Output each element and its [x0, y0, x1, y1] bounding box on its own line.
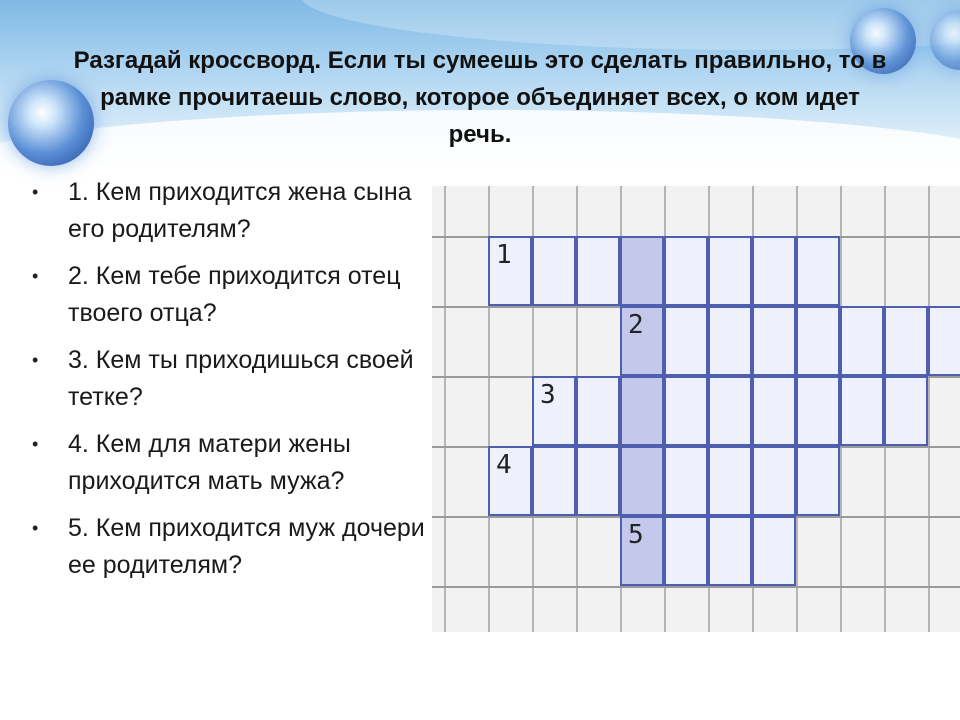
crossword-cell: [796, 236, 840, 306]
question-2: [28, 258, 428, 332]
crossword-cell: [752, 516, 796, 586]
crossword-cell: [620, 306, 664, 376]
crossword-cell: [752, 236, 796, 306]
crossword-cell: [620, 236, 664, 306]
question-text: 3. Кем ты приходишься своей тетке?: [68, 346, 414, 411]
crossword-cell: [488, 236, 532, 306]
question-3: [28, 342, 428, 416]
bullet-icon: •: [32, 266, 39, 286]
crossword-cell: [620, 516, 664, 586]
clue-number: 3: [540, 380, 556, 410]
crossword-cell: [752, 376, 796, 446]
crossword-cell: [708, 376, 752, 446]
question-text: 4. Кем для матери жены приходится мать мужа?: [68, 430, 351, 495]
question-4: [28, 426, 428, 500]
slide-title: Разгадай кроссворд. Если ты сумеешь это сделать правильно, то в рамке прочитаешь слово, которое объединяет всех, о ком идет речь.: [73, 47, 887, 148]
crossword-cell: [796, 306, 840, 376]
crossword-cell: [664, 516, 708, 586]
clue-number: 2: [628, 310, 644, 340]
clue-number: 4: [496, 450, 512, 480]
crossword-cell: [664, 236, 708, 306]
question-text: 1. Кем приходится жена сына его родителям?: [68, 178, 412, 243]
crossword-cell: [708, 446, 752, 516]
question-1: [28, 174, 428, 248]
crossword-cell: [796, 376, 840, 446]
crossword-cell: [664, 376, 708, 446]
clue-number: 1: [496, 240, 512, 270]
crossword-cell: [884, 306, 928, 376]
crossword-cell: [708, 516, 752, 586]
crossword-cell: [664, 446, 708, 516]
question-list: [28, 174, 428, 594]
crossword-cell: [796, 446, 840, 516]
crossword-cell: [840, 376, 884, 446]
crossword-cell: [620, 376, 664, 446]
clue-number: 5: [628, 520, 644, 550]
bullet-icon: •: [32, 434, 39, 454]
crossword-cell: [620, 446, 664, 516]
crossword-grid: [432, 186, 960, 632]
bullet-icon: •: [32, 350, 39, 370]
question-5: [28, 510, 428, 584]
crossword-cell: [884, 376, 928, 446]
crossword-cell: [664, 306, 708, 376]
bullet-icon: •: [32, 182, 39, 202]
bullet-icon: •: [32, 518, 39, 538]
crossword-cell: [576, 236, 620, 306]
crossword-cell: [532, 376, 576, 446]
crossword-cell: [532, 446, 576, 516]
crossword-cell: [576, 446, 620, 516]
crossword-cell: [752, 446, 796, 516]
crossword-cell: [532, 236, 576, 306]
crossword-cell: [708, 306, 752, 376]
crossword-cell: [488, 446, 532, 516]
question-text: 2. Кем тебе приходится отец твоего отца?: [68, 262, 401, 327]
crossword-cell: [708, 236, 752, 306]
crossword-cell: [840, 306, 884, 376]
crossword-cell: [928, 306, 960, 376]
crossword-cell: [752, 306, 796, 376]
crossword-cell: [576, 376, 620, 446]
question-text: 5. Кем приходится муж дочери ее родителям?: [68, 514, 425, 579]
